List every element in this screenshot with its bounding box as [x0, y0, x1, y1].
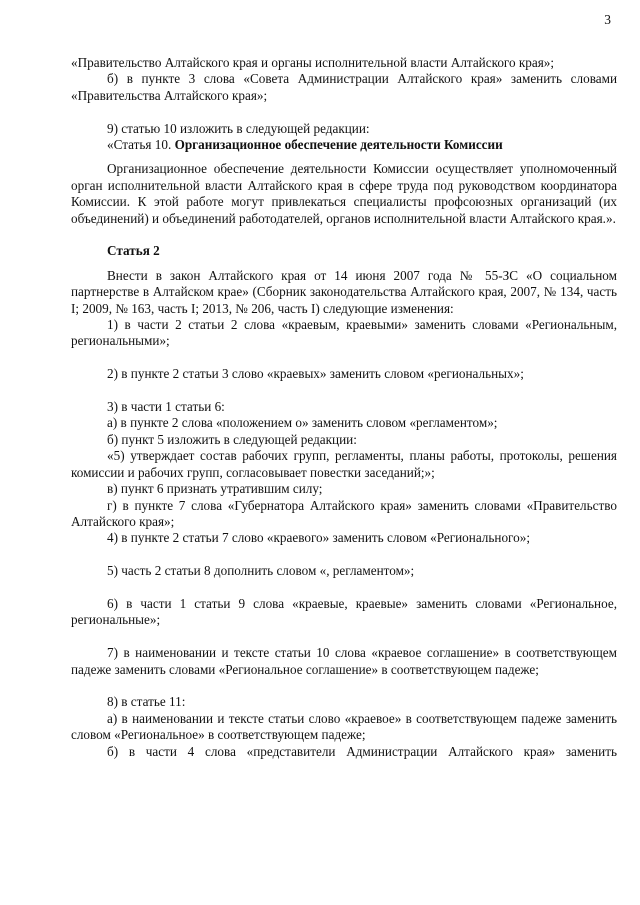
paragraph: 9) статью 10 изложить в следующей редакции:: [107, 120, 370, 136]
paragraph: в) пункт 6 признать утратившим силу;: [107, 481, 323, 497]
page-number: 3: [604, 12, 611, 27]
paragraph: Организационное обеспечение деятельности Комиссии осуществляет уполномоченный орган исполнительной власти Алтайского края в сфере труда под руководством координатора Комиссии. К этой работе могут привлекаться специалисты профсоюзных организаций (их объединений) и объединений работодателей, органов исполнительной власти Алтайского края.».: [71, 161, 617, 226]
section-heading: Статья 2: [107, 243, 160, 259]
paragraph: «5) утверждает состав рабочих групп, регламенты, планы работы, протоколы, решения комиссии и рабочих групп, согласовывает повестки заседаний;»;: [71, 448, 617, 480]
paragraph: 7) в наименовании и тексте статьи 10 слова «краевое соглашение» в соответствующем падеже заменить словами «Региональное соглашение» в соответствующем падеже;: [71, 645, 617, 677]
paragraph: а) в пункте 2 слова «положением о» заменить словом «регламентом»;: [107, 415, 498, 431]
paragraph: б) в части 4 слова «представители Администрации Алтайского края» заменить: [107, 743, 617, 759]
paragraph: 5) часть 2 статьи 8 дополнить словом «, регламентом»;: [107, 563, 415, 579]
paragraph: г) в пункте 7 слова «Губернатора Алтайского края» заменить словами «Правительство Алтайского края»;: [71, 497, 617, 529]
paragraph: 6) в части 1 статьи 9 слова «краевые, краевые» заменить словами «Региональное, региональные»;: [71, 595, 617, 628]
paragraph: «Правительство Алтайского края и органы исполнительной власти Алтайского края»;: [71, 55, 555, 70]
paragraph: 8) в статье 11:: [107, 694, 186, 710]
article-heading: [71, 137, 617, 153]
paragraph: Внести в закон Алтайского края от 14 июня 2007 года № 55-ЗС «О социальном партнерстве в Алтайском крае» (Сборник законодательства Алтайского края, 2007, № 134, часть I; 2009, № 163, часть I; 2013, № 206, часть I) следующие изменения:: [71, 267, 617, 316]
paragraph: 1) в части 2 статьи 2 слова «краевым, краевыми» заменить словами «Региональным, региональными»;: [71, 317, 617, 349]
article-heading-prefix: «Статья 10.: [107, 137, 175, 153]
paragraph: 4) в пункте 2 статьи 7 слово «краевого» заменить словом «Регионального»;: [107, 530, 530, 546]
paragraph: а) в наименовании и тексте статьи слово «краевое» в соответствующем падеже заменить словом «Региональное» в соответствующем падеже;: [71, 710, 617, 743]
article-heading-title: Организационное обеспечение деятельности Комиссии: [174, 137, 503, 153]
paragraph: 2) в пункте 2 статьи 3 слово «краевых» заменить словом «региональных»;: [107, 366, 524, 382]
paragraph: 3) в части 1 статьи 6:: [107, 399, 225, 415]
document-body: [71, 55, 617, 760]
paragraph: б) пункт 5 изложить в следующей редакции:: [107, 431, 357, 447]
paragraph: б) в пункте 3 слова «Совета Администрации Алтайского края» заменить словами «Правительства Алтайского края»;: [71, 71, 617, 103]
